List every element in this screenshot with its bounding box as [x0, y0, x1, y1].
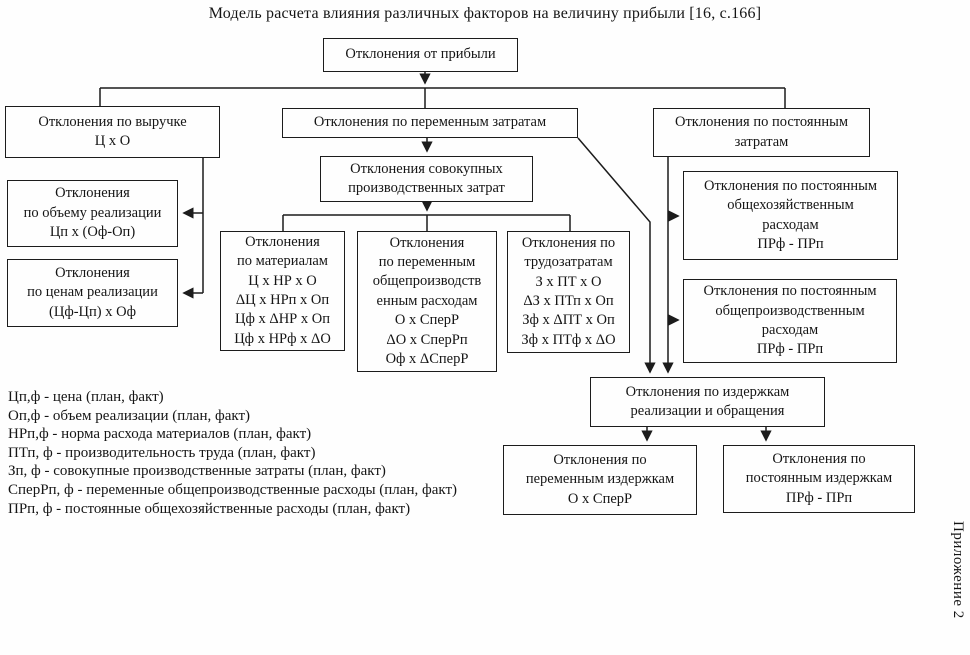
text-line: Отклонения по переменным затратам — [313, 114, 547, 131]
text-line: Отклонения по — [772, 450, 866, 467]
text-line: по переменным — [378, 253, 476, 270]
text-line: расходам — [761, 322, 819, 338]
text-line: Отклонения от прибыли — [345, 46, 496, 63]
text-line: общепроизводств — [372, 273, 482, 290]
text-line: постоянным издержкам — [745, 470, 893, 487]
text-line: Оп,ф - объем реализации (план, факт) — [8, 407, 251, 424]
text-line: Отклонения по постоянным — [703, 177, 878, 194]
text-line: Отклонения — [55, 264, 130, 281]
box-sales-price-deviations — [7, 259, 178, 327]
box-sales-volume-deviations — [7, 180, 178, 247]
box-distribution-costs-deviations — [590, 377, 825, 427]
text-line: Отклонения по — [521, 234, 616, 251]
text-line: по объему реализации — [23, 204, 162, 221]
text-line: Отклонения — [245, 233, 320, 250]
text-line: реализации и обращения — [630, 403, 785, 419]
text-line: Цп х (Оф-Оп) — [49, 224, 136, 241]
text-line: Ц х НР х О — [248, 272, 317, 289]
text-line: СперРп, ф - переменные общепроизводственные расходы (план, факт) — [8, 481, 457, 498]
text-line: ΔО х СперРп — [386, 331, 468, 348]
text-line: производственных затрат — [348, 180, 505, 196]
page-title: Модель расчета влияния различных факторов на величину прибыли [16, с.166] — [208, 5, 762, 22]
box-total-production-costs-deviations — [320, 156, 533, 202]
text-line: енным расходам — [376, 292, 478, 309]
text-line: ПРф - ПРп — [757, 235, 824, 252]
box-labor-costs-deviations — [507, 231, 630, 353]
text-line: по материалам — [237, 253, 328, 270]
legend-abbreviations — [8, 388, 528, 518]
box-fixed-overhead-deviations — [683, 279, 897, 363]
text-line: по ценам реализации — [27, 284, 158, 301]
text-line: переменным издержкам — [525, 471, 675, 488]
text-line: Отклонения по — [553, 451, 647, 468]
text-line: Цф х ΔНР х Оп — [235, 311, 330, 328]
text-line: Зп, ф - совокупные производственные затраты (план, факт) — [8, 463, 386, 480]
appendix-label: Приложение 2 — [950, 521, 966, 619]
text-line: О х СперР — [394, 312, 460, 329]
text-line: Цп,ф - цена (план, факт) — [8, 389, 164, 405]
text-line: Отклонения — [55, 185, 130, 202]
box-fixed-distribution-costs-deviations — [723, 445, 915, 513]
text-line: О х СперР — [567, 490, 633, 507]
text-line: Отклонения совокупных — [350, 160, 503, 177]
text-line: Отклонения — [389, 234, 465, 251]
text-line: Зф х ПТф х ΔО — [521, 331, 616, 348]
box-variable-distribution-costs-deviations — [503, 445, 697, 515]
box-variable-overhead-deviations — [357, 231, 497, 372]
text-line: Отклонения по постоянным — [703, 283, 877, 300]
text-line: ПРф - ПРп — [785, 489, 853, 506]
text-line: Отклонения по выручке — [38, 113, 187, 130]
box-profit-deviations — [323, 38, 518, 72]
text-line: (Цф-Цп) х Оф — [49, 303, 136, 320]
text-line: ПРп, ф - постоянные общехозяйственные расходы (план, факт) — [8, 500, 411, 517]
text-line: З х ПТ х О — [535, 273, 602, 290]
box-variable-costs-deviations — [282, 108, 578, 138]
text-line: Зф х ΔПТ х Оп — [522, 312, 615, 329]
text-line: ΔЦ х НРп х Оп — [235, 292, 330, 308]
text-line: Ц х О — [94, 133, 131, 149]
box-fixed-admin-expenses-deviations — [683, 171, 898, 260]
text-line: общехозяйственным — [727, 197, 854, 214]
box-fixed-costs-deviations — [653, 108, 870, 157]
text-line: затратам — [734, 133, 789, 150]
text-line: общепроизводственным — [715, 302, 865, 319]
text-line: Отклонения по постоянным — [674, 114, 849, 131]
text-line: ПРф - ПРп — [756, 341, 824, 358]
text-line: трудозатратам — [524, 254, 613, 271]
text-line: ПТп, ф - производительность труда (план, факт) — [8, 444, 316, 461]
text-line: расходам — [762, 216, 819, 233]
text-line: Цф х НРф х ΔО — [234, 330, 331, 347]
text-line: ΔЗ х ПТп х Оп — [523, 293, 614, 309]
text-line: НРп,ф - норма расхода материалов (план, факт) — [8, 426, 312, 443]
text-line: Отклонения по издержкам — [625, 383, 790, 400]
text-line: Оф х ΔСперР — [385, 351, 469, 368]
box-materials-deviations — [220, 231, 345, 351]
box-revenue-deviations — [5, 106, 220, 158]
